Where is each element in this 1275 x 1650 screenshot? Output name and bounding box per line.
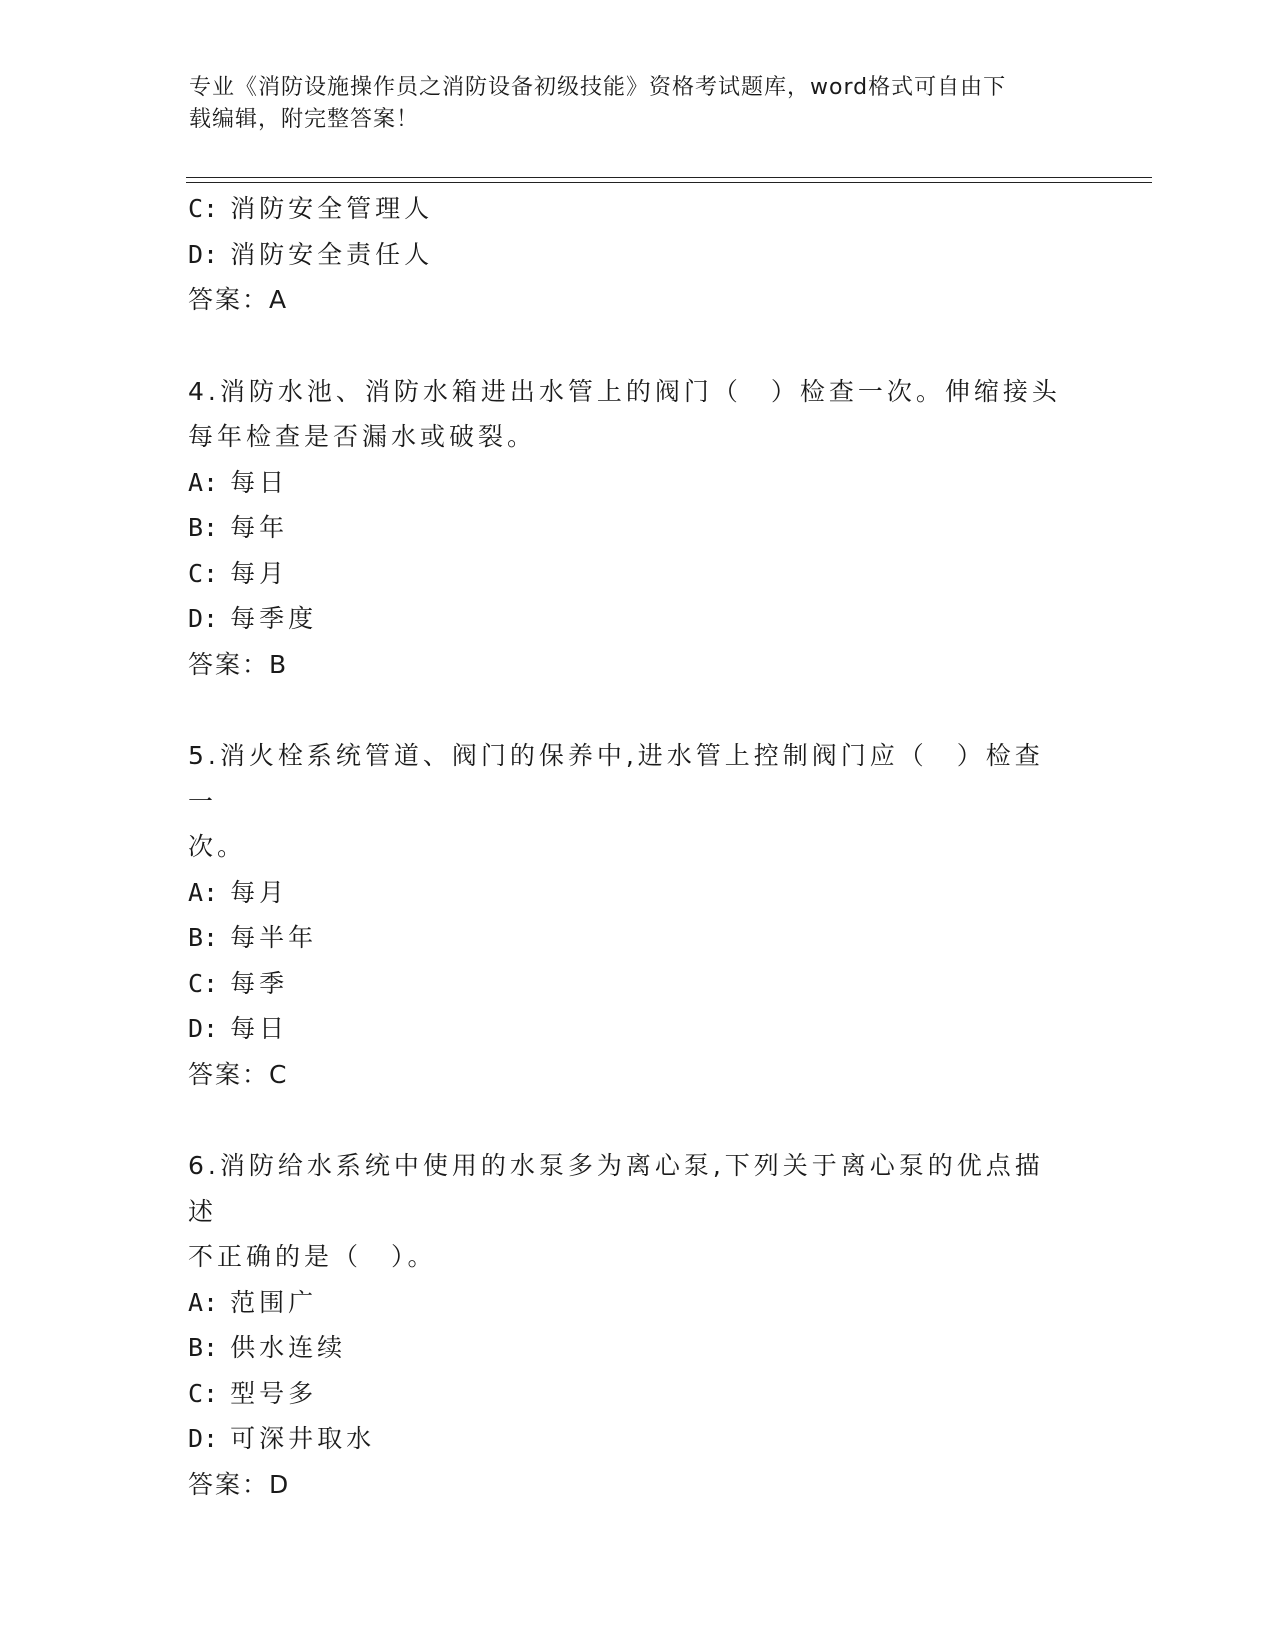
option-label: C: [188,194,219,223]
question-text-line-2: 不正确的是（ ）。 [188,1242,437,1271]
header-divider-top [186,177,1152,178]
option-text: 每日 [230,467,289,497]
option-text: 每年 [230,513,289,542]
option-a [188,870,1088,916]
question-text-line-1: 6.消防给水系统中使用的水泵多为离心泵,下列关于离心泵的优点描述 [188,1151,1044,1226]
option-label: D: [188,239,219,269]
option-text: 每季度 [230,604,318,633]
option-text: 每日 [230,1014,289,1043]
option-label: C: [188,1378,219,1408]
answer-line: 答案：C [188,1059,289,1089]
option-label: C: [188,558,219,588]
option-text: 每季 [230,968,289,998]
question-text-line-2: 次。 [188,832,247,861]
document-header [189,72,1069,136]
option-label: A: [188,1287,219,1317]
option-label: A: [188,877,219,907]
question-5 [188,733,1088,1097]
spacer [188,323,1088,369]
option-label: B: [188,513,219,542]
option-label: D: [188,1424,219,1453]
option-d [188,232,1088,278]
option-c [188,551,1088,597]
option-text: 可深井取水 [230,1424,376,1453]
option-label: C: [188,968,219,998]
option-d [188,596,1088,642]
option-text: 型号多 [230,1378,318,1408]
option-d [188,1006,1088,1052]
option-a [188,1280,1088,1326]
option-label: A: [188,467,219,497]
spacer [188,687,1088,733]
answer-line: 答案：A [188,285,289,314]
option-b [188,505,1088,551]
option-text: 每月 [230,558,289,588]
header-line-2: 载编辑，附完整答案！ [189,107,420,132]
question-6 [188,1143,1088,1507]
option-text: 供水连续 [230,1333,347,1362]
option-d [188,1416,1088,1462]
option-text: 每半年 [230,923,318,952]
question-text-line-2: 每年检查是否漏水或破裂。 [188,422,537,451]
option-c [188,961,1088,1007]
option-label: D: [188,1014,219,1043]
question-list [188,186,1088,1507]
option-label: B: [188,1333,219,1362]
question-text-line-1: 4.消防水池、消防水箱进出水管上的阀门（ ）检查一次。伸缩接头 [188,376,1061,406]
option-b [188,915,1088,961]
option-text: 范围广 [230,1287,318,1317]
option-b [188,1325,1088,1371]
option-c [188,1371,1088,1417]
option-label: B: [188,923,219,952]
option-text: 消防安全责任人 [230,239,434,269]
option-text: 每月 [230,877,289,907]
header-line-1: 专业《消防设施操作员之消防设备初级技能》资格考试题库，word格式可自由下 [189,75,1007,100]
spacer [188,1097,1088,1143]
answer-line: 答案：D [188,1469,291,1499]
prev-question-block [188,186,1088,323]
header-divider-bottom [186,182,1152,183]
option-c [188,186,1088,232]
option-label: D: [188,604,219,633]
option-text: 消防安全管理人 [230,194,434,223]
question-text-line-1: 5.消火栓系统管道、阀门的保养中,进水管上控制阀门应（ ）检查一 [188,741,1044,816]
answer-line: 答案：B [188,649,289,679]
question-4 [188,369,1088,688]
option-a [188,460,1088,506]
